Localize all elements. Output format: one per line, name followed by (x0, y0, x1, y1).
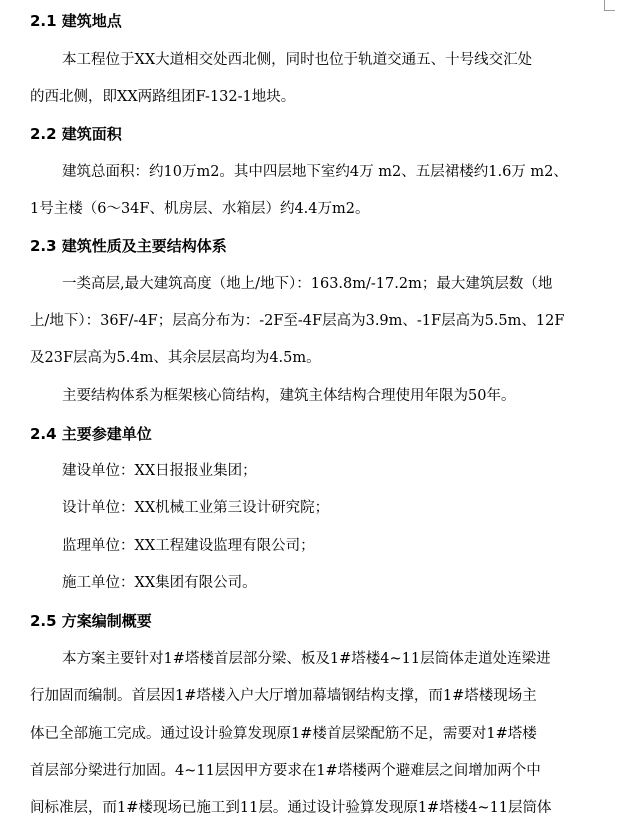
paragraph-line: 行加固而编制。首层因1#塔楼入户大厅增加幕墙钢结构支撑，而1#塔楼现场主 (30, 688, 537, 704)
paragraph-line: 1号主楼（6～34F、机房层、水箱层）约4.4万m2。 (30, 201, 370, 217)
paragraph-line: 建筑总面积：约10万m2。其中四层地下室约4万 m2、五层裙楼约1.6万 m2、 (62, 164, 568, 180)
paragraph-line: 建设单位：XX日报报业集团； (62, 463, 257, 479)
paragraph-line: 施工单位：XX集团有限公司。 (62, 575, 257, 591)
paragraph-line: 间标准层，而1#楼现场已施工到11层。通过设计验算发现原1#塔楼4~11层筒体 (30, 800, 552, 816)
paragraph-line: 本方案主要针对1#塔楼首层部分梁、板及1#塔楼4~11层筒体走道处连梁进 (62, 651, 551, 667)
paragraph-line: 上/地下）：36F/-4F；层高分布为：-2F至-4F层高为3.9m、-1F层高为5.5m、12F (30, 313, 565, 329)
page-corner-mark (604, 0, 615, 11)
paragraph-line: 主要结构体系为框架核心筒结构，建筑主体结构合理使用年限为50年。 (62, 388, 516, 404)
paragraph-line: 及23F层高为5.4m、其余层层高均为4.5m。 (30, 350, 321, 366)
paragraph-line: 一类高层,最大建筑高度（地上/地下）：163.8m/-17.2m；最大建筑层数（地 (62, 276, 553, 292)
section-heading-structure: 2.3 建筑性质及主要结构体系 (30, 237, 227, 255)
paragraph-line: 体已全部施工完成。通过设计验算发现原1#楼首层梁配筋不足，需要对1#塔楼 (30, 726, 537, 742)
section-heading-plan-summary: 2.5 方案编制概要 (30, 612, 152, 630)
section-heading-location: 2.1 建筑地点 (30, 12, 122, 30)
paragraph-line: 本工程位于XX大道相交处西北侧，同时也位于轨道交通五、十号线交汇处 (62, 52, 533, 68)
paragraph-line: 首层部分梁进行加固。4~11层因甲方要求在1#塔楼两个避难层之间增加两个中 (30, 763, 541, 779)
paragraph-line: 设计单位：XX机械工业第三设计研究院； (62, 500, 330, 516)
paragraph-line: 的西北侧，即XX两路组团F-132-1地块。 (30, 89, 296, 105)
paragraph-line: 监理单位：XX工程建设监理有限公司； (62, 538, 315, 554)
section-heading-area: 2.2 建筑面积 (30, 125, 122, 143)
section-heading-participants: 2.4 主要参建单位 (30, 425, 152, 443)
